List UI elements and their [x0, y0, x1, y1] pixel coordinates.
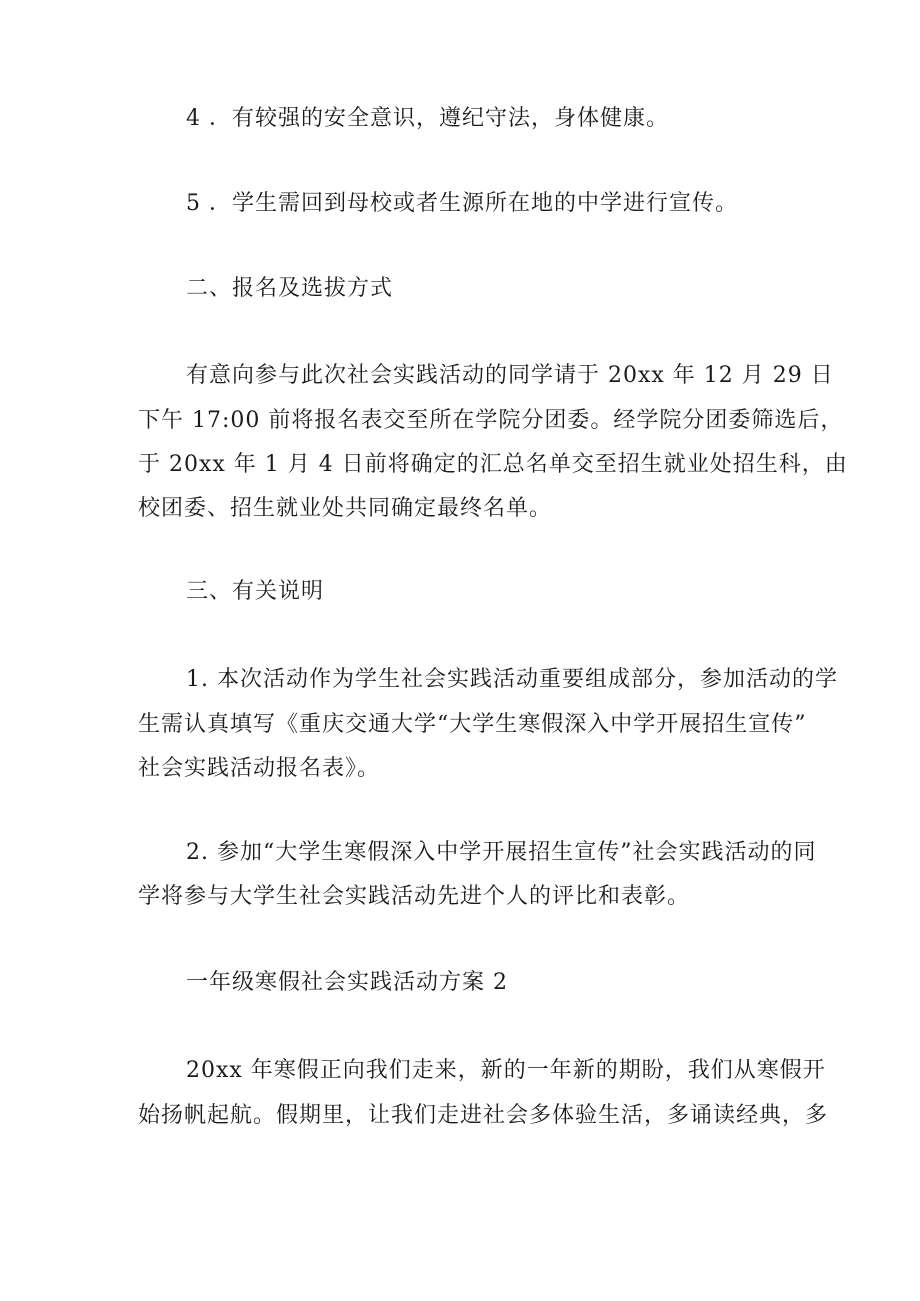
- paragraph-line: 2. 参加“大学生寒假深入中学开展招生宣传”社会实践活动的同: [186, 840, 817, 865]
- paragraph-line: 1. 本次活动作为学生社会实践活动重要组成部分，参加活动的学: [186, 667, 838, 692]
- paragraph-line: 20xx 年寒假正向我们走来，新的一年新的期盼，我们从寒假开: [186, 1058, 826, 1083]
- list-item-5: 5 ．学生需回到母校或者生源所在地的中学进行宣传。: [186, 191, 738, 216]
- plan-title: 一年级寒假社会实践活动方案 2: [186, 970, 508, 995]
- paragraph-line: 学将参与大学生社会实践活动先进个人的评比和表彰。: [138, 884, 691, 909]
- paragraph-line: 校团委、招生就业处共同确定最终名单。: [138, 496, 553, 521]
- section-heading-registration: 二、报名及选拔方式: [186, 276, 394, 301]
- paragraph-line: 下午 17:00 前将报名表交至所在学院分团委。经学院分团委筛选后，: [138, 408, 844, 433]
- section-heading-notes: 三、有关说明: [186, 579, 325, 604]
- paragraph-line: 生需认真填写《重庆交通大学“大学生寒假深入中学开展招生宣传”: [138, 712, 807, 737]
- paragraph-line: 有意向参与此次社会实践活动的同学请于 20xx 年 12 月 29 日: [186, 363, 834, 388]
- paragraph-line: 于 20xx 年 1 月 4 日前将确定的汇总名单交至招生就业处招生科，由: [138, 452, 848, 477]
- paragraph-line: 社会实践活动报名表》。: [138, 756, 381, 781]
- paragraph-line: 始扬帆起航。假期里，让我们走进社会多体验生活，多诵读经典，多: [138, 1103, 829, 1128]
- list-item-4: 4 ．有较强的安全意识，遵纪守法，身体健康。: [186, 106, 669, 131]
